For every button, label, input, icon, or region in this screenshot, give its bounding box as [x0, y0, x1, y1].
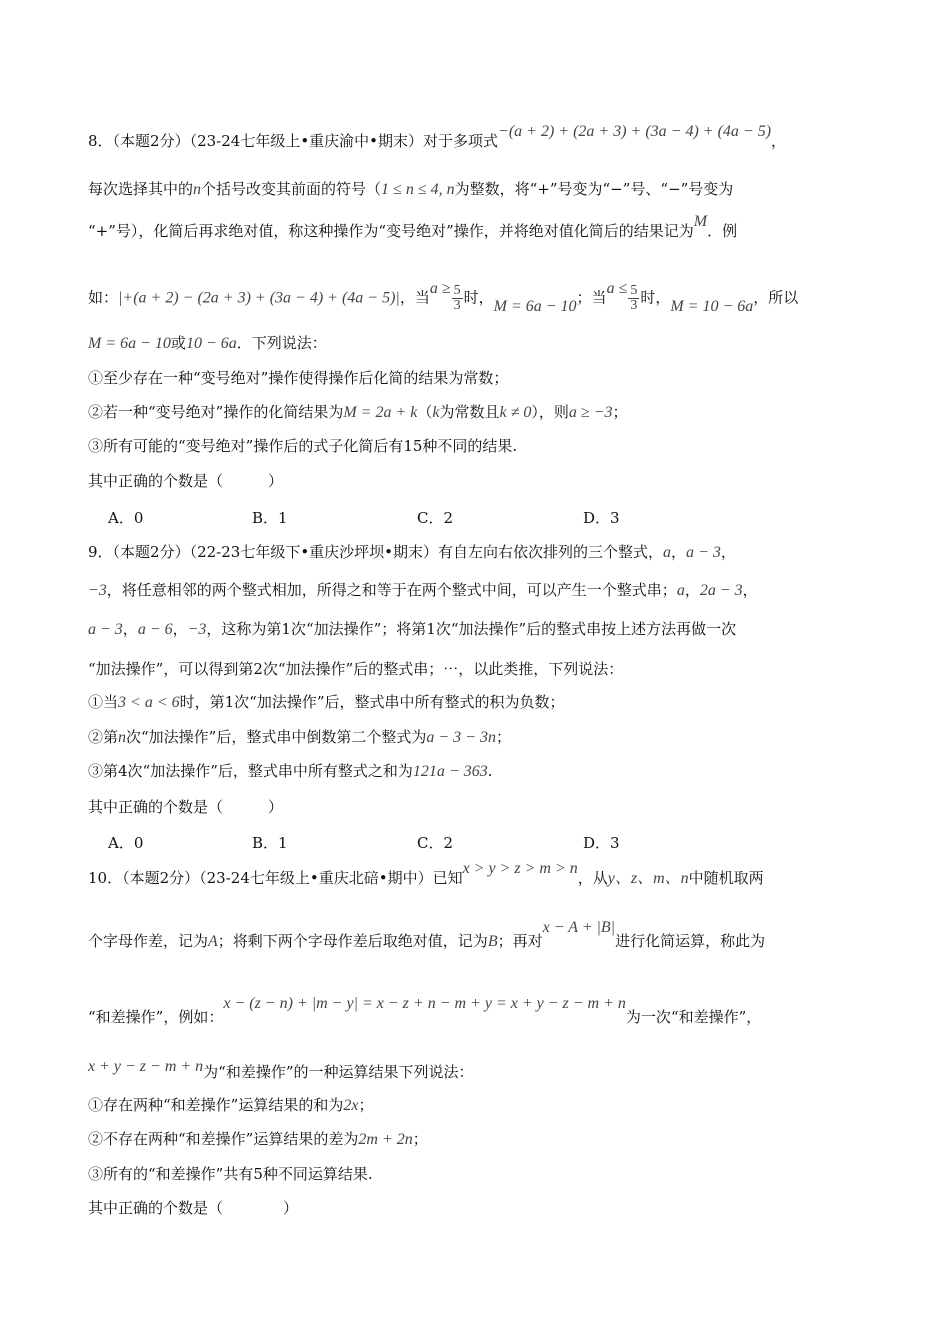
q9-ask: 其中正确的个数是（ ）: [88, 798, 284, 816]
q8-var-n: n: [193, 181, 202, 198]
q10-math: 2m + 2n: [358, 1131, 413, 1148]
q8-text: 每次选择其中的: [88, 180, 194, 198]
q9-text: ③第4次“加法操作”后，整式串中所有整式之和为: [88, 762, 413, 780]
q9-header: 9．（本题2分）（22-23七年级下•重庆沙坪坝•期末）有自左向右依次排列的三个整式，: [88, 543, 664, 561]
q9-option-d[interactable]: D．3: [583, 834, 620, 852]
q9-sep: ，: [742, 581, 758, 599]
q10-ask: 其中正确的个数是（ ）: [88, 1199, 299, 1217]
q8-math: 10 − 6a: [185, 335, 237, 352]
q9-sep: ，: [684, 581, 700, 599]
q10-text: ；: [412, 1130, 428, 1148]
q9-sep: ，: [720, 543, 736, 561]
q9-option-b[interactable]: B．1: [252, 834, 288, 852]
q8-text: ，所以: [753, 288, 799, 307]
q10-var-B: B: [487, 933, 498, 950]
q8-polynomial: −(a + 2) + (2a + 3) + (3a − 4) + (4a − 5): [498, 123, 772, 140]
q8-abs-expression: |+(a + 2) − (2a + 3) + (3a − 4) + (4a − 5)|: [118, 289, 400, 307]
q9-math: a − 3: [686, 544, 721, 561]
q8-statement-3: ③所有可能的“变号绝对”操作后的式子化简后有15种不同的结果.: [88, 437, 518, 455]
q8-option-a[interactable]: A．0: [108, 509, 144, 527]
q10-statement-1: [88, 1095, 890, 1116]
q8-result-1: M = 6a − 10: [493, 297, 577, 315]
q9-header-line: [88, 542, 890, 563]
q10-statement-2: [88, 1129, 890, 1150]
q8-text: 时，: [463, 288, 494, 307]
q8-text: 为整数，将“+”号变为“−”号、“−”号变为: [454, 180, 734, 198]
q10-text: ，从: [577, 869, 608, 887]
q9-math: a: [663, 544, 672, 561]
q9-line-2: [88, 580, 890, 601]
q10-var-A: A: [208, 933, 218, 950]
q9-text: ；: [495, 728, 511, 746]
q9-text: 次“加法操作”后，整式串中倒数第二个整式为: [126, 728, 427, 746]
q10-line-2: [88, 919, 890, 952]
q8-text: ，当: [399, 288, 430, 307]
q8-text: 时，: [640, 288, 671, 307]
q8-var-k: k: [432, 404, 440, 421]
q10-text: ①存在两种“和差操作”运算结果的和为: [88, 1096, 344, 1114]
q10-text: “和差操作”，例如：: [88, 1008, 224, 1026]
q10-text: ②不存在两种“和差操作”运算结果的差为: [88, 1130, 359, 1148]
q8-math: k ≠ 0: [499, 404, 532, 421]
q10-text: 为一次“和差操作”，: [625, 1008, 762, 1026]
q8-condition-1: a ≥: [429, 279, 451, 297]
q8-text: ），则: [531, 403, 569, 421]
q8-line-3: [88, 213, 890, 242]
q10-math: x + y − z − m + n: [88, 1058, 204, 1075]
q9-line-3: [88, 619, 890, 640]
q10-text: 中随机取两: [688, 869, 764, 887]
q8-result-2: M = 10 − 6a: [670, 297, 754, 315]
q8-text: ②若一种“变号绝对”操作的化简结果为: [88, 403, 344, 421]
q8-var-M: M: [693, 213, 708, 230]
q8-header: 8．（本题2分）（23-24七年级上•重庆渝中•期末）对于多项式: [88, 132, 499, 150]
q8-option-c[interactable]: C．2: [417, 509, 454, 527]
q8-text: “+”号），化简后再求绝对值，称这种操作为“变号绝对”操作，并将绝对值化简后的结果记为: [88, 222, 694, 240]
q9-math: −3: [88, 582, 107, 599]
fraction-denominator: 3: [453, 298, 461, 313]
q9-text: ②第: [88, 728, 119, 746]
q10-example: x − (z − n) + |m − y| = x − z + n − m + y = x + y − z − m + n: [223, 995, 626, 1012]
q9-math: 2a − 3: [699, 582, 743, 599]
q9-math: 3 < a < 6: [118, 694, 180, 711]
q8-text: ；: [612, 403, 628, 421]
q8-range: 1 ≤ n ≤ 4, n: [381, 181, 455, 198]
q10-line-4: [88, 1058, 890, 1083]
q9-math: a: [676, 582, 685, 599]
q8-math: M = 6a − 10: [88, 335, 171, 352]
q9-statement-3: [88, 761, 890, 782]
q8-line-2: [88, 179, 890, 200]
q10-text: 个字母作差，记为: [88, 932, 209, 950]
q9-math: a − 6: [137, 621, 173, 638]
q8-text: （: [417, 403, 433, 421]
q8-option-b[interactable]: B．1: [252, 509, 288, 527]
q8-text: 或: [170, 334, 186, 352]
q9-math: 121a − 363: [412, 763, 488, 780]
q9-math: a − 3: [88, 621, 123, 638]
q9-option-a[interactable]: A．0: [108, 834, 144, 852]
q10-vars: y、z、m、n: [607, 870, 689, 887]
q8-ask: 其中正确的个数是（ ）: [88, 472, 284, 490]
q8-text: 为常数且: [439, 403, 500, 421]
q8-text: 个括号改变其前面的符号（: [201, 180, 382, 198]
q8-math: M = 2a + k: [343, 404, 418, 421]
q9-math: a − 3 − 3n: [426, 729, 496, 746]
q10-header: 10．（本题2分）（23-24七年级上•重庆北碚•期中）已知: [88, 869, 463, 887]
q10-header-line: [88, 860, 890, 889]
q8-option-d[interactable]: D．3: [583, 509, 620, 527]
q10-text: ；: [358, 1096, 374, 1114]
q9-text: ，这称为第1次“加法操作”；将第1次“加法操作”后的整式串按上述方法再做一次: [206, 620, 737, 638]
fraction-denominator: 3: [630, 298, 638, 313]
q9-text: ，将任意相邻的两个整式相加，所得之和等于在两个整式中间，可以产生一个整式串；: [106, 581, 677, 599]
q9-text: ①当: [88, 693, 119, 711]
q10-text: 为“和差操作”的一种运算结果下列说法：: [203, 1063, 474, 1081]
q8-text: ．例: [707, 222, 738, 240]
q8-fraction-1: [452, 284, 463, 313]
q9-sep: ，: [172, 620, 188, 638]
q10-text: ；将剩下两个字母作差后取绝对值，记为: [217, 932, 488, 950]
q8-statement-2: [88, 402, 890, 423]
q10-line-3: [88, 995, 890, 1028]
q9-text: .: [487, 762, 493, 780]
q8-comma: ，: [771, 132, 787, 150]
q8-line-4: [88, 279, 890, 315]
q9-math: −3: [187, 621, 207, 638]
q8-text: ．下列说法：: [236, 334, 327, 352]
fraction-numerator: 5: [453, 283, 461, 298]
q9-sep: ，: [671, 543, 687, 561]
q10-statement-3: ③所有的“和差操作”共有5种不同运算结果.: [88, 1165, 373, 1183]
q8-text: 如：: [88, 288, 119, 307]
q8-math: a ≥ −3: [568, 404, 613, 421]
q9-sep: ，: [122, 620, 138, 638]
fraction-numerator: 5: [630, 283, 638, 298]
q10-operation: x − A + |B|: [542, 919, 616, 936]
q9-text: 时，第1次“加法操作”后，整式串中所有整式的积为负数；: [179, 693, 565, 711]
q8-text: ；当: [576, 288, 607, 307]
q10-math: 2x: [343, 1097, 359, 1114]
q8-condition-2: a ≤: [606, 279, 628, 297]
q8-statement-1: ①至少存在一种“变号绝对”操作使得操作后化简的结果为常数；: [88, 369, 509, 387]
q10-order: x > y > z > m > n: [462, 860, 578, 877]
q8-fraction-2: [628, 284, 639, 313]
q8-line-5: [88, 333, 890, 354]
q9-line-4: “加法操作”，可以得到第2次“加法操作”后的整式串；⋯，以此类推，下列说法：: [88, 660, 624, 678]
q10-text: ；再对: [497, 932, 543, 950]
q9-statement-2: [88, 727, 890, 748]
q8-header-line: [88, 123, 890, 152]
q9-option-c[interactable]: C．2: [417, 834, 454, 852]
q10-text: 进行化简运算，称此为: [615, 932, 766, 950]
q9-var-n: n: [118, 729, 127, 746]
q9-statement-1: [88, 692, 890, 713]
